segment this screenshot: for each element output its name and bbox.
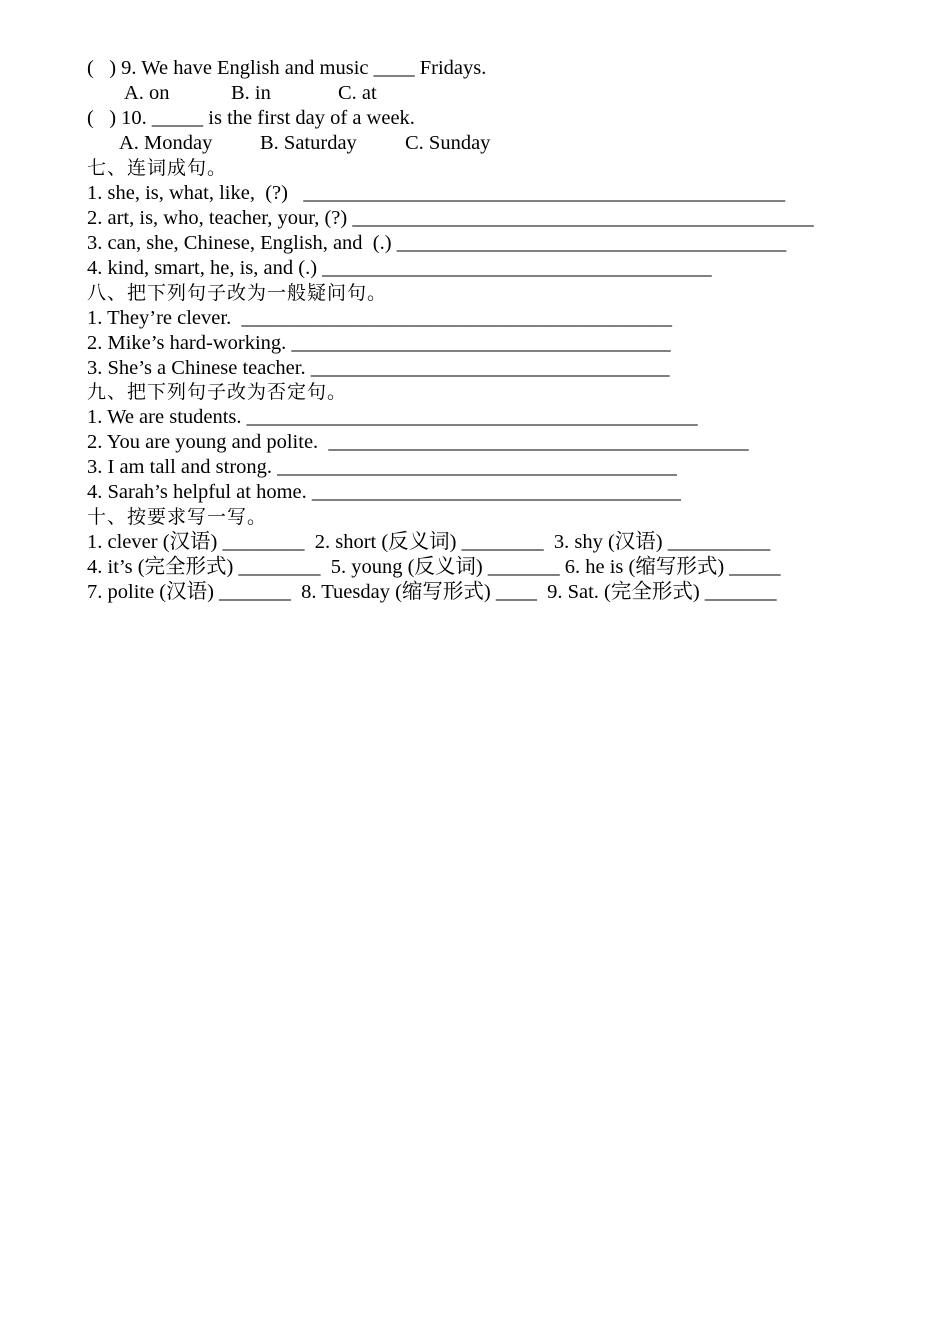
section-7-item-1: 1. she, is, what, like, (?) _______________________________________________: [87, 182, 786, 204]
question-9-option-a: A. on: [124, 82, 170, 104]
question-9: ( ) 9. We have English and music ____ Fridays.: [87, 57, 487, 79]
section-10-row-1: 1. clever (汉语) ________ 2. short (反义词) ________ 3. shy (汉语) __________: [87, 531, 771, 553]
question-10-options: [87, 131, 491, 156]
section-9-item-1: 1. We are students. ____________________________________________: [87, 406, 698, 428]
section-7-heading: 七、连词成句。: [87, 157, 228, 179]
question-10-option-b: B. Saturday: [260, 132, 357, 154]
section-10-heading: 十、按要求写一写。: [87, 506, 268, 528]
section-8-item-2: 2. Mike’s hard-working. _____________________________________: [87, 332, 671, 354]
section-10-row-2: 4. it’s (完全形式) ________ 5. young (反义词) _______ 6. he is (缩写形式) _____: [87, 556, 781, 578]
section-10-row-3: 7. polite (汉语) _______ 8. Tuesday (缩写形式) ____ 9. Sat. (完全形式) _______: [87, 581, 777, 603]
question-10: ( ) 10. _____ is the first day of a week.: [87, 107, 415, 129]
section-9-heading: 九、把下列句子改为否定句。: [87, 381, 348, 403]
section-9-item-2: 2. You are young and polite. _________________________________________: [87, 431, 749, 453]
section-7-item-4: 4. kind, smart, he, is, and (.) ______________________________________: [87, 257, 712, 279]
section-7-item-3: 3. can, she, Chinese, English, and (.) ______________________________________: [87, 232, 787, 254]
question-9-option-b: B. in: [231, 82, 271, 104]
section-9-item-3: 3. I am tall and strong. _______________________________________: [87, 456, 677, 478]
question-9-option-c: C. at: [338, 82, 377, 104]
section-8-heading: 八、把下列句子改为一般疑问句。: [87, 282, 388, 304]
question-9-options: [87, 81, 377, 106]
section-9-item-4: 4. Sarah’s helpful at home. ____________________________________: [87, 481, 681, 503]
section-8-item-3: 3. She’s a Chinese teacher. ___________________________________: [87, 357, 670, 379]
section-7-item-2: 2. art, is, who, teacher, your, (?) _____________________________________________: [87, 207, 814, 229]
section-8-item-1: 1. They’re clever. __________________________________________: [87, 307, 672, 329]
question-10-option-c: C. Sunday: [405, 132, 491, 154]
question-10-option-a: A. Monday: [119, 132, 213, 154]
